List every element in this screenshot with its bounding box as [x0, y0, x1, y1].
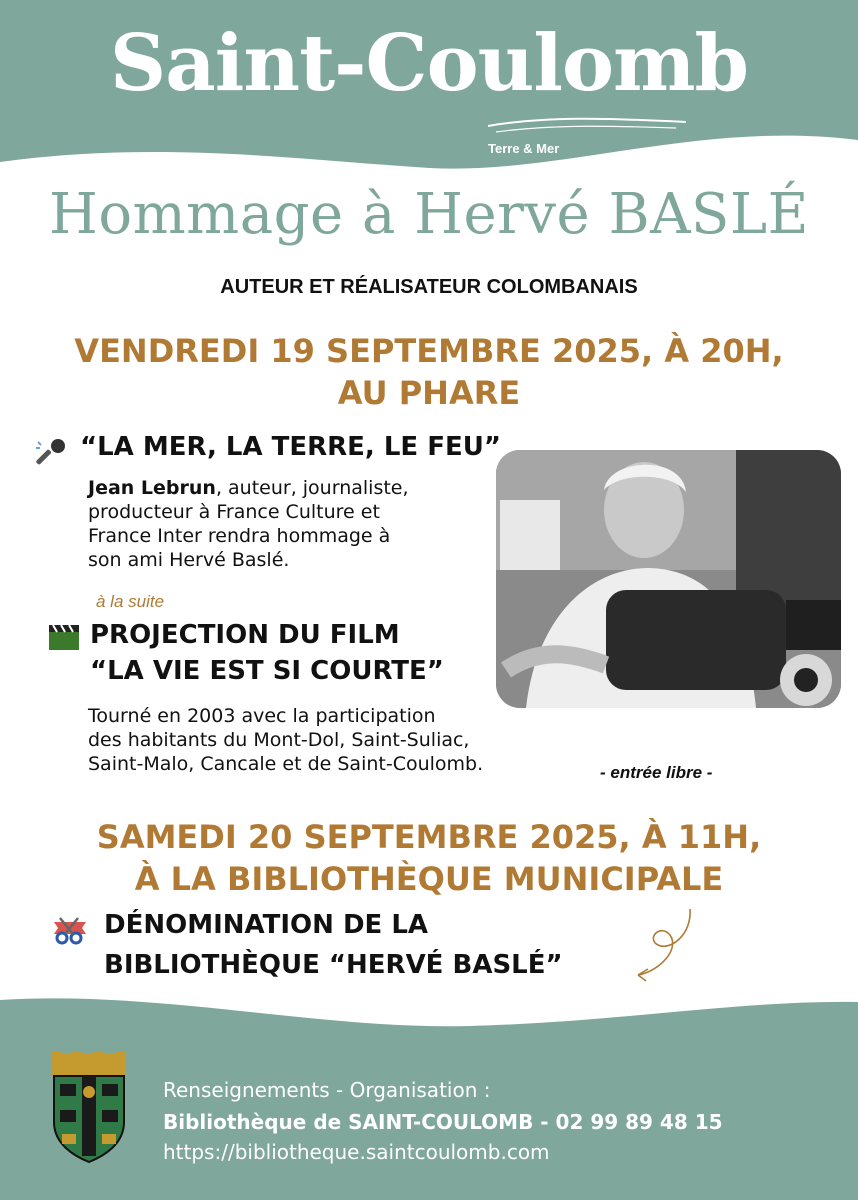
page-headline: Hommage à Hervé BASLÉ: [49, 182, 809, 247]
film-desc-line: des habitants du Mont-Dol, Saint-Suliac,: [88, 729, 470, 751]
info-organisation: Bibliothèque de SAINT-COULOMB - 02 99 89 48 15: [163, 1110, 723, 1134]
event2-date: SAMEDI 20 SEPTEMBRE 2025, À 11H,: [96, 818, 762, 856]
film-title-line2: “LA VIE EST SI COURTE”: [90, 656, 444, 686]
speaker-name: Jean Lebrun: [88, 477, 216, 499]
talk-desc-line: producteur à France Culture et: [88, 501, 380, 523]
clapperboard-icon: [48, 622, 80, 652]
film-desc-line: Tourné en 2003 avec la participation: [88, 705, 436, 727]
talk-description: [88, 476, 488, 572]
info-url-link[interactable]: https://bibliotheque.saintcoulomb.com: [163, 1140, 550, 1164]
talk-desc-line: , auteur, journaliste,: [215, 477, 409, 499]
event1-place: AU PHARE: [337, 374, 521, 412]
film-desc-line: Saint-Malo, Cancale et de Saint-Coulomb.: [88, 753, 484, 775]
naming-line1: DÉNOMINATION DE LA: [104, 910, 429, 940]
event1-date: VENDREDI 19 SEPTEMBRE 2025, À 20H,: [74, 332, 784, 370]
wave-swash: [486, 112, 696, 142]
photo-illustration: [496, 450, 841, 708]
subtitle: AUTEUR ET RÉALISATEUR COLOMBANAIS: [220, 276, 638, 298]
film-description: [88, 704, 568, 776]
portrait-photo: [496, 450, 841, 708]
coat-of-arms-icon: [48, 1052, 130, 1164]
town-tagline: Terre & Mer: [488, 141, 560, 156]
microphone-icon: [34, 436, 68, 468]
curly-arrow-icon: [630, 905, 700, 985]
scissors-ribbon-icon: [52, 914, 88, 946]
film-title-line1: PROJECTION DU FILM: [90, 620, 400, 650]
town-title: Saint-Coulomb: [109, 18, 749, 109]
talk-desc-line: son ami Hervé Baslé.: [88, 549, 290, 571]
talk-title: “LA MER, LA TERRE, LE FEU”: [80, 432, 501, 462]
talk-desc-line: France Inter rendra hommage à: [88, 525, 391, 547]
followup-label: à la suite: [96, 592, 165, 611]
free-entry-note: - entrée libre -: [600, 763, 713, 782]
naming-line2: BIBLIOTHÈQUE “HERVÉ BASLÉ”: [104, 950, 563, 980]
info-label: Renseignements - Organisation :: [163, 1078, 491, 1102]
event2-place: À LA BIBLIOTHÈQUE MUNICIPALE: [134, 860, 724, 898]
